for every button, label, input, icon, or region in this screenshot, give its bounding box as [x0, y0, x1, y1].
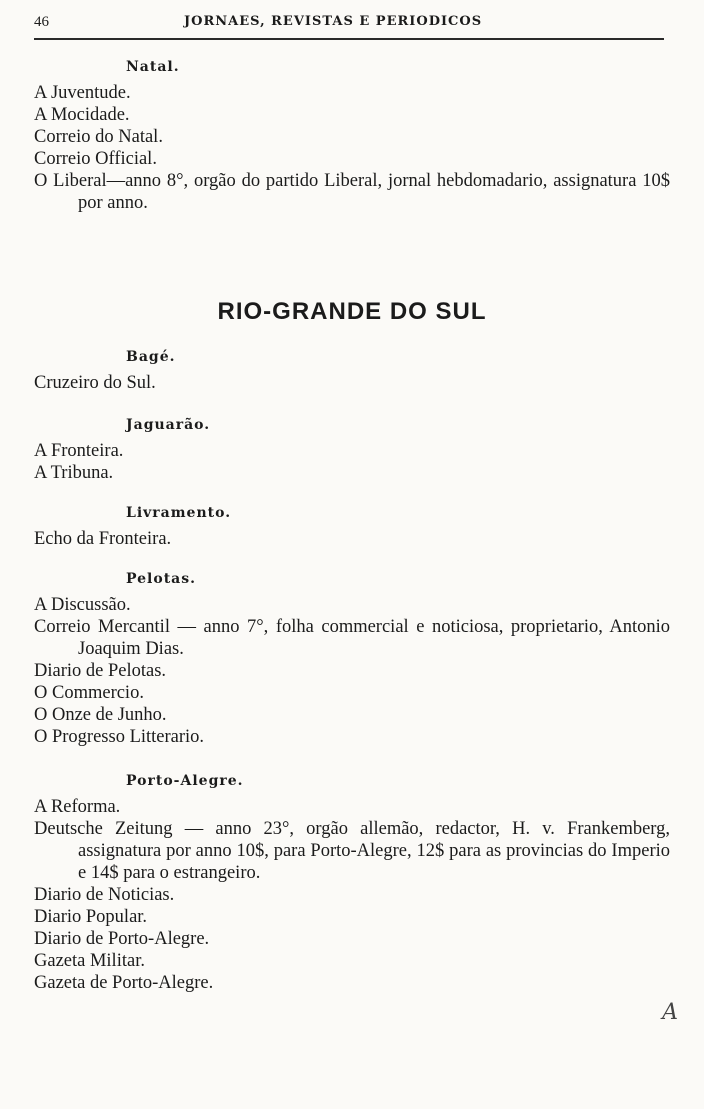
section-jaguarao — [34, 414, 670, 484]
section-livramento — [34, 502, 670, 550]
place-heading: Porto-Alegre. — [126, 773, 244, 789]
page-header — [34, 12, 664, 40]
entry: Gazeta de Porto-Alegre. — [34, 973, 214, 993]
entry: Gazeta Militar. — [34, 951, 145, 971]
entry: Correio Mercantil — anno 7°, folha commercial e noticiosa, proprietario, Antonio Joaquim Dias. — [34, 617, 670, 659]
place-heading: Jaguarão. — [126, 417, 211, 433]
entry: Correio do Natal. — [34, 127, 163, 147]
printer-mark: A — [662, 1000, 678, 1025]
entry: O Commercio. — [34, 683, 144, 703]
running-title: JORNAES, REVISTAS E PERIODICOS — [184, 14, 483, 29]
place-heading: Pelotas. — [126, 571, 197, 587]
entry: A Fronteira. — [34, 441, 124, 461]
section-porto-alegre — [34, 770, 670, 994]
entry: Correio Official. — [34, 149, 157, 169]
place-heading: Bagé. — [126, 349, 176, 365]
section-bage — [34, 346, 670, 394]
entry: Echo da Fronteira. — [34, 529, 172, 549]
state-title: RIO-GRANDE DO SUL — [217, 298, 487, 325]
entry: A Mocidade. — [34, 105, 130, 125]
entry: A Discussão. — [34, 595, 131, 615]
entry: O Progresso Litterario. — [34, 727, 205, 747]
entry: A Juventude. — [34, 83, 131, 103]
entry: O Liberal—anno 8°, orgão do partido Liberal, jornal hebdomadario, assignatura 10$ por anno. — [34, 171, 670, 213]
entry: A Reforma. — [34, 797, 121, 817]
entry: Diario de Porto-Alegre. — [34, 929, 210, 949]
place-heading: Livramento. — [126, 505, 232, 521]
entry: Diario de Noticias. — [34, 885, 175, 905]
entry: Diario de Pelotas. — [34, 661, 167, 681]
section-pelotas — [34, 568, 670, 748]
entry: A Tribuna. — [34, 463, 114, 483]
page-number: 46 — [34, 14, 49, 30]
place-heading: Natal. — [126, 59, 180, 75]
entry: O Onze de Junho. — [34, 705, 167, 725]
entry: Cruzeiro do Sul. — [34, 373, 156, 393]
section-natal — [34, 56, 670, 214]
entry: Diario Popular. — [34, 907, 148, 927]
entry: Deutsche Zeitung — anno 23°, orgão allemão, redactor, H. v. Frankemberg, assignatura por anno 10$, para Porto-Alegre, 12$ para as provincias do Imperio e 14$ para o estrangeiro. — [34, 819, 670, 883]
